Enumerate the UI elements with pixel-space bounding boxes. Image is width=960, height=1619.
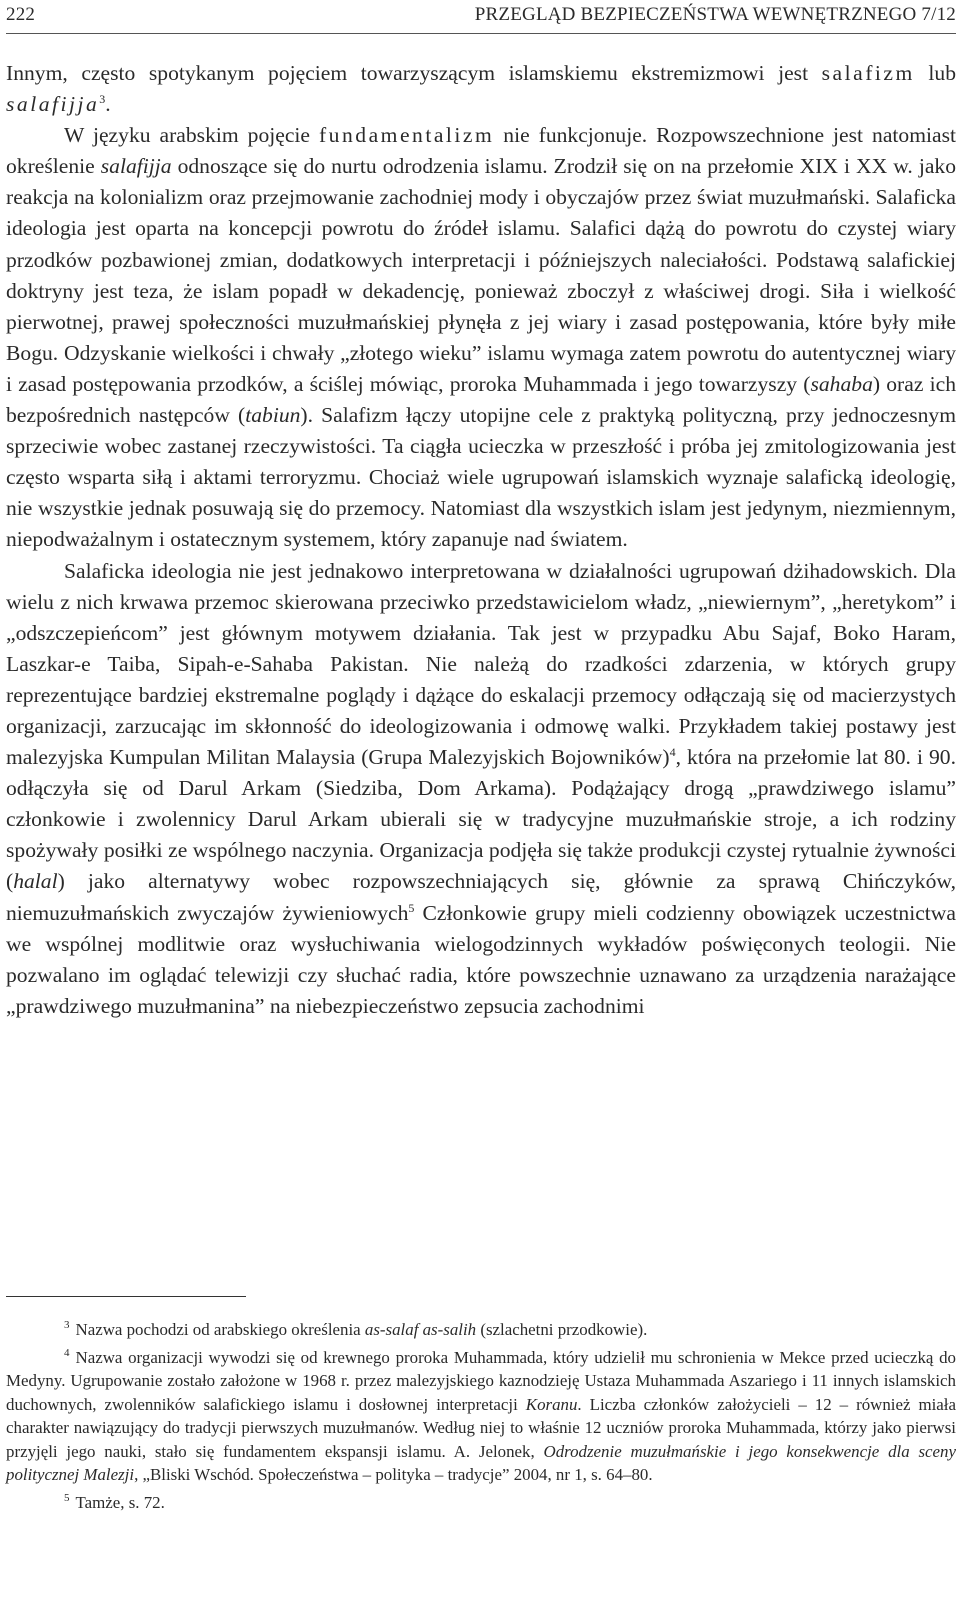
- spaced-italic-term: salafijja: [6, 92, 100, 117]
- journal-title: PRZEGLĄD BEZPIECZEŃSTWA WEWNĘTRZNEGO 7/12: [474, 4, 956, 25]
- header-divider: [6, 33, 956, 34]
- italic-term: halal: [13, 869, 58, 894]
- paragraph: [6, 120, 956, 555]
- footnote-number: 3: [64, 1319, 70, 1332]
- text-run: ) jako alternatywy wobec rozpowszechniających się, głównie za sprawą Chińczyków, niemuzułmańskich zwyczajów żywieniowych: [6, 869, 956, 925]
- footnote-divider: [6, 1296, 246, 1297]
- text-run: Nazwa organizacji wywodzi się od krewnego proroka Muhammada, który udzielił mu schronienia w Mekce przed ucieczką do Medyny. Ugrupowanie zostało założone w 1968 r. przez malezyjskiego kaznodzieję Ustaza Muhammada Aszariego i 11 innych islamskich duchownych, zwolenników salafickiego islamu i dosłownej interpretacji: [6, 1347, 956, 1414]
- text-run: , która na przełomie lat 80. i 90. odłączyła się od Darul Arkam (Siedziba, Dom Arkama). Podążający drogą „prawdziwego islamu” członkowie i zwolennicy Darul Arkam ubierali się w tradycyjne muzułmańskie stroje, a ich rodziny spożywały posiłki ze wspólnego naczynia. Organizacja podjęła się także produkcji czystej rytualnie żywności (: [6, 745, 956, 894]
- footnotes: [6, 1318, 956, 1514]
- text-run: Członkowie grupy mieli codzienny obowiązek uczestnictwa we wspólnej modlitwie oraz wysłuchiwania wielogodzinnych wykładów poświęconych teologii. Nie pozwalano im oglądać telewizji czy słuchać radia, które powszechnie uznawano za urządzenia narażające „prawdziwego muzułmanina” na niebezpieczeństwo zepsucia zachodnimi: [6, 900, 956, 1018]
- footnote-number: 4: [64, 1346, 70, 1359]
- text-run: (szlachetni przodkowie).: [476, 1320, 648, 1339]
- text-run: nie funkcjonuje. Rozpowszechnione jest natomiast określenie: [6, 123, 956, 179]
- italic-term: salafijja: [100, 154, 172, 179]
- text-run: lub: [914, 61, 956, 85]
- text-run: ). Salafizm łączy utopijne cele z praktyką polityczną, przy jednoczesnym sprzeciwie wobec zastanej rzeczywistości. Ta ciągła ucieczka w przeszłość i próba jej zmitologizowania jest często wsparta siłą i aktami terroryzmu. Chociaż wiele ugrupowań islamskich wyznaje salaficką ideologię, nie wszystkie jednak posuwają się do przemocy. Natomiast dla wszystkich islam jest jedynym, niezmiennym, niepodważalnym i ostatecznym systemem, który zapanuje nad światem.: [6, 403, 957, 552]
- text-run: Salaficka ideologia nie jest jednakowo interpretowana w działalności ugrupowań dżihadowskich. Dla wielu z nich krwawa przemoc skierowana przeciwko przedstawicielom władz, „niewiernym”, „heretykom” i „odszczepieńcom” jest głównym motywem działania. Tak jest w przypadku Abu Sajaf, Boko Haram, Laszkar-e Taiba, Sipah-e-Sahaba Pakistan. Nie należą do rzadkości zdarzenia, w których grupy reprezentujące bardziej ekstremalne poglądy i dążące do eskalacji przemocy odłączają się od macierzystych organizacji, zarzucając im skłonność do ideologizowania i odmowę walki. Przykładem takiej postawy jest malezyjska Kumpulan Militan Malaysia (Grupa Malezyjskich Bojowników): [6, 558, 956, 770]
- paragraph: [6, 556, 956, 1022]
- italic-term: tabiun: [245, 403, 301, 428]
- main-text: [6, 58, 956, 1022]
- footnote: [6, 1491, 956, 1515]
- page-number: 222: [6, 4, 36, 25]
- paragraph: [6, 58, 956, 120]
- italic-term: Koranu: [525, 1394, 578, 1414]
- italic-term: as-salaf as-salih: [364, 1320, 477, 1339]
- italic-term: sahaba: [810, 371, 873, 396]
- text-run: W języku arabskim pojęcie: [64, 123, 319, 148]
- footnote: [6, 1346, 956, 1487]
- page-header: [6, 0, 956, 30]
- text-run: ) oraz ich bezpośrednich następców (: [6, 371, 956, 428]
- text-run: odnoszące się do nurtu odrodzenia islamu. Zrodził się on na przełomie XIX i XX w. jako reakcja na kolonializm oraz przejmowanie zachodniej mody i obyczajów przez świat muzułmański. Salaficka ideologia jest oparta na koncepcji powrotu do źródeł islamu. Salafici dążą do powrotu do czystej wiary przodków pozbawionej zmian, dodatkowych interpretacji i późniejszych naleciałości. Podstawą salafickiej doktryny jest teza, że islam popadł w dekadencję, ponieważ zboczył z właściwej drogi. Siła i wielkość pierwotnej, prawej społeczności muzułmańskiej płynęła z jej wiary i zasad postępowania, które były miłe Bogu. Odzyskanie wielkości i chwały „złotego wieku” islamu wymaga zatem powrotu do autentycznej wiary i zasad postępowania przodków, a ściślej mówiąc, proroka Muhammada i jego towarzyszy (: [6, 154, 957, 396]
- footnote-ref[interactable]: 4: [669, 744, 676, 759]
- text-run: .: [105, 92, 111, 117]
- text-run: Tamże, s. 72.: [75, 1492, 165, 1512]
- footnote-number: 5: [64, 1491, 70, 1504]
- text-run: , „Bliski Wschód. Społeczeństwa – polityka – tradycje” 2004, nr 1, s. 64–80.: [134, 1465, 653, 1484]
- footnote-ref[interactable]: 3: [99, 91, 106, 106]
- italic-term: Odrodzenie muzułmańskie i jego konsekwencje dla sceny politycznej Malezji: [6, 1441, 956, 1484]
- footnote-ref[interactable]: 5: [408, 900, 415, 915]
- text-run: Nazwa pochodzi od arabskiego określenia: [75, 1320, 365, 1339]
- text-run: . Liczba członków założycieli – 12 – również miała charakter nawiązujący do tradycji pierwszych muzułmanów. Według niej to właśnie 12 uczniów proroka Muhammada, którzy jako pierwsi przyjęli jego nauki, stało się fundamentem ekspansji islamu. A. Jelonek,: [6, 1394, 956, 1461]
- spaced-term: fundamentalizm: [318, 123, 495, 148]
- spaced-term: salafizm: [821, 61, 915, 85]
- text-run: Innym, często spotykanym pojęciem towarzyszącym islamskiemu ekstremizmowi jest: [6, 61, 822, 85]
- footnote: [6, 1318, 956, 1342]
